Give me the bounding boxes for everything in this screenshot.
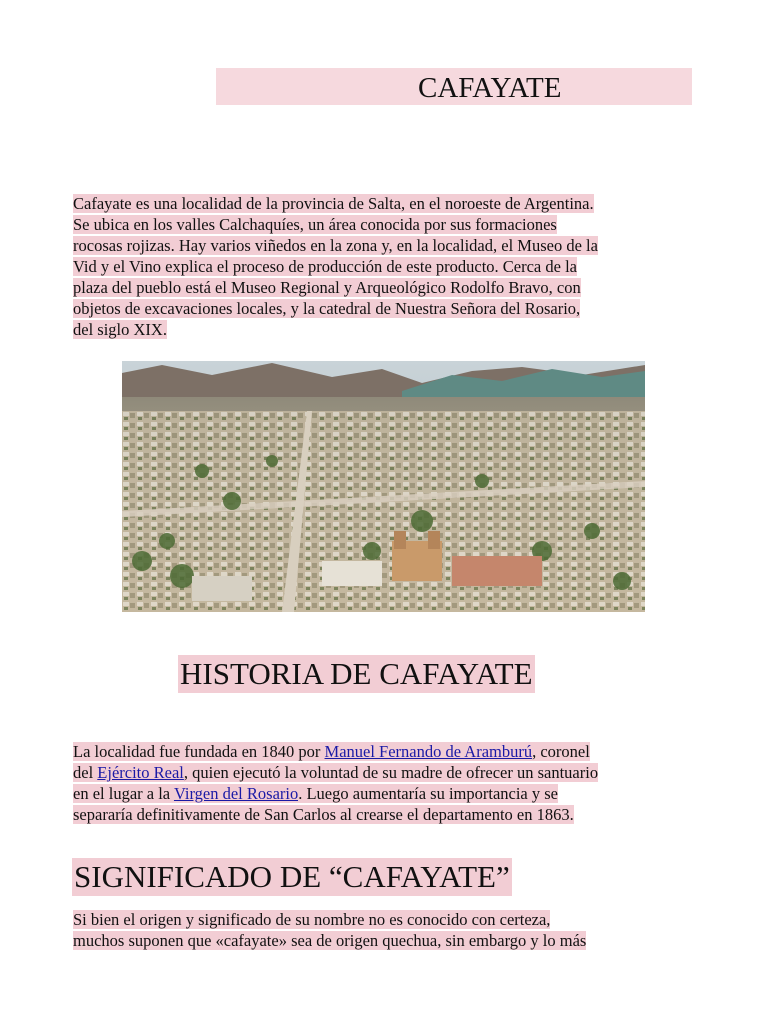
aerial-town-photo <box>122 361 645 612</box>
historia-text: del <box>73 763 98 782</box>
page-title: CAFAYATE <box>418 72 562 104</box>
intro-paragraph <box>73 193 703 340</box>
intro-line: Vid y el Vino explica el proceso de producción de este producto. Cerca de la <box>73 257 577 276</box>
significado-paragraph <box>73 909 703 951</box>
significado-heading: SIGNIFICADO DE “CAFAYATE” <box>74 859 510 894</box>
historia-heading: HISTORIA DE CAFAYATE <box>180 656 533 691</box>
intro-line: objetos de excavaciones locales, y la catedral de Nuestra Señora del Rosario, <box>73 299 581 318</box>
significado-line: muchos suponen que «cafayate» sea de origen quechua, sin embargo y lo más <box>73 931 587 950</box>
intro-line: rocosas rojizas. Hay varios viñedos en la zona y, en la localidad, el Museo de la <box>73 236 598 255</box>
intro-line: Cafayate es una localidad de la provincia de Salta, en el noroeste de Argentina. <box>73 194 594 213</box>
historia-text: en el lugar a la <box>73 784 174 803</box>
intro-line: plaza del pueblo está el Museo Regional y Arqueológico Rodolfo Bravo, con <box>73 278 581 297</box>
historia-text: , coronel <box>532 742 590 761</box>
historia-text: separaría definitivamente de San Carlos al crearse el departamento en 1863. <box>73 805 574 824</box>
historia-text: , quien ejecutó la voluntad de su madre de ofrecer un santuario <box>183 763 599 782</box>
link-aramburu[interactable]: Manuel Fernando de Aramburú <box>324 742 533 761</box>
significado-line: Si bien el origen y significado de su nombre no es conocido con certeza, <box>73 910 551 929</box>
link-virgen-del-rosario[interactable]: Virgen del Rosario <box>173 784 299 803</box>
historia-text: La localidad fue fundada en 1840 por <box>73 742 325 761</box>
historia-text: . Luego aumentaría su importancia y se <box>298 784 559 803</box>
historia-paragraph <box>73 741 703 825</box>
link-ejercito-real[interactable]: Ejército Real <box>97 763 184 782</box>
intro-line: del siglo XIX. <box>73 320 167 339</box>
intro-line: Se ubica en los valles Calchaquíes, un área conocida por sus formaciones <box>73 215 557 234</box>
